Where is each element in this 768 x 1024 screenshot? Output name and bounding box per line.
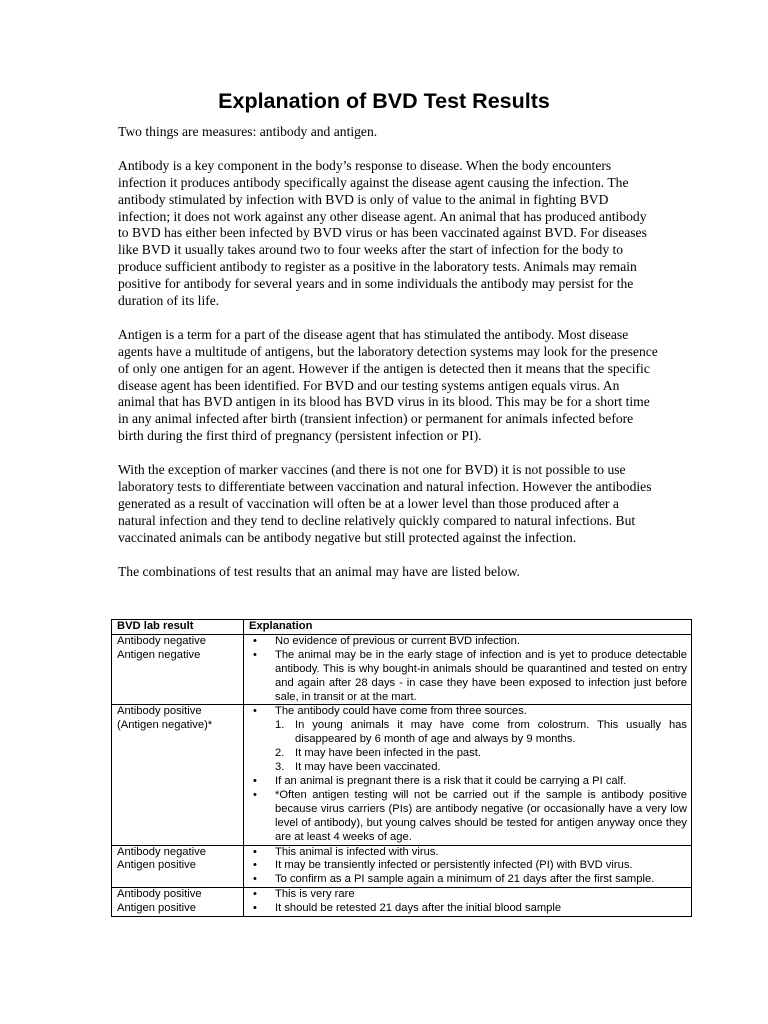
result-line: Antibody positive xyxy=(117,705,202,718)
list-item: • If an animal is pregnant there is a risk that it could be carrying a PI calf. xyxy=(249,775,687,789)
list-item: • It may be transiently infected or persistently infected (PI) with BVD virus. xyxy=(249,859,687,873)
combinations-paragraph: The combinations of test results that an animal may have are listed below. xyxy=(118,563,520,579)
sub-list-item xyxy=(275,747,687,761)
body-text xyxy=(118,124,658,597)
explanation-list xyxy=(249,846,687,888)
table-header-row xyxy=(112,620,692,635)
sub-list-item xyxy=(275,719,687,747)
lab-result-cell xyxy=(112,634,244,705)
list-item: • This animal is infected with virus. xyxy=(249,846,687,860)
list-item: • The animal may be in the early stage of infection and is yet to produce detectable antibody. This is why bought-in animals should be quarantined and tested on entry and again after 28 days - in case they have been exposed to infection just before sale, in transit or at the mart. xyxy=(249,649,687,705)
list-item: • *Often antigen testing will not be carried out if the sample is antibody positive because virus carriers (PIs) are antibody negative (or occasionally have a very low level of antibody), but young calves should be tested for antigen anyway once they are at least 4 weeks of age. xyxy=(249,789,687,845)
result-line: Antigen positive xyxy=(117,902,196,915)
table-row xyxy=(112,888,692,917)
result-line: Antibody negative xyxy=(117,845,206,858)
lab-result-cell xyxy=(112,705,244,845)
sub-list-item xyxy=(275,761,687,775)
result-line: (Antigen negative)* xyxy=(117,719,213,732)
sub-item-number: 2. xyxy=(275,747,285,760)
list-item: • To confirm as a PI sample again a minimum of 21 days after the first sample. xyxy=(249,873,687,887)
list-item xyxy=(249,705,687,775)
antibody-paragraph: Antibody is a key component in the body’s response to disease. When the body encounters infection it produces antibody specifically against the disease agent causing the infection. The antibody stimulated by infection with BVD is only of value to the animal in fighting BVD infection; it does not work against any other disease agent. An animal that has produced antibody to BVD has either been infected by BVD virus or has been vaccinated against BVD. For diseases like BVD it usually takes around two to four weeks after the start of infection for the body to produce sufficient antibody to register as a positive in the laboratory tests. Animals may remain positive for antibody for several years and in some individuals the antibody may persist for the duration of its life. xyxy=(118,157,647,309)
document-title: Explanation of BVD Test Results xyxy=(218,89,550,113)
list-item: • No evidence of previous or current BVD infection. xyxy=(249,635,687,649)
antigen-paragraph: Antigen is a term for a part of the disease agent that has stimulated the antibody. Most disease agents have a multitude of antigens, but the laboratory detection systems may look for the presence of only one antigen for an agent. However if the antigen is detected then it means that the specific disease agent has been identified. For BVD and our testing systems antigen equals virus. An animal that has BVD antigen in its blood has BVD virus in its blood. This may be for a short time in any animal infected after birth (transient infection) or permanent for animals infected before birth during the first third of pregnancy (persistent infection or PI). xyxy=(118,326,658,444)
table-row xyxy=(112,634,692,705)
result-line: Antigen negative xyxy=(117,648,201,661)
explanation-cell xyxy=(244,634,692,705)
table-row xyxy=(112,705,692,845)
sub-list xyxy=(275,719,687,775)
sub-item-number: 3. xyxy=(275,761,285,774)
explanation-cell xyxy=(244,845,692,888)
sub-item-text: It may have been vaccinated. xyxy=(295,761,441,774)
explanation-cell xyxy=(244,888,692,917)
list-item-text: The antibody could have come from three sources. xyxy=(275,705,527,718)
explanation-cell xyxy=(244,705,692,845)
result-line: Antigen positive xyxy=(117,859,196,872)
results-table xyxy=(111,619,692,917)
table-row xyxy=(112,845,692,888)
header-lab-result: BVD lab result xyxy=(112,620,244,635)
intro-paragraph: Two things are measures: antibody and antigen. xyxy=(118,124,378,139)
header-explanation: Explanation xyxy=(244,620,692,635)
lab-result-cell xyxy=(112,845,244,888)
explanation-list xyxy=(249,635,687,705)
explanation-list xyxy=(249,705,687,844)
vaccination-paragraph: With the exception of marker vaccines (and there is not one for BVD) it is not possible to use laboratory tests to differentiate between vaccination and natural infection. However the antibodies generated as a result of vaccination will often be at a lower level than those produced after a natural infection and they tend to decline relatively quickly compared to natural infections. But vaccinated animals can be antibody negative but still protected against the infection. xyxy=(118,462,652,545)
explanation-list xyxy=(249,888,687,916)
list-item: • This is very rare xyxy=(249,888,687,902)
sub-item-text: In young animals it may have come from colostrum. This usually has disappeared by 6 month of age and always by 9 months. xyxy=(295,719,687,746)
result-line: Antibody negative xyxy=(117,634,206,647)
sub-item-number: 1. xyxy=(275,719,285,732)
result-line: Antibody positive xyxy=(117,888,202,901)
list-item: • It should be retested 21 days after the initial blood sample xyxy=(249,902,687,916)
lab-result-cell xyxy=(112,888,244,917)
sub-item-text: It may have been infected in the past. xyxy=(295,747,481,760)
